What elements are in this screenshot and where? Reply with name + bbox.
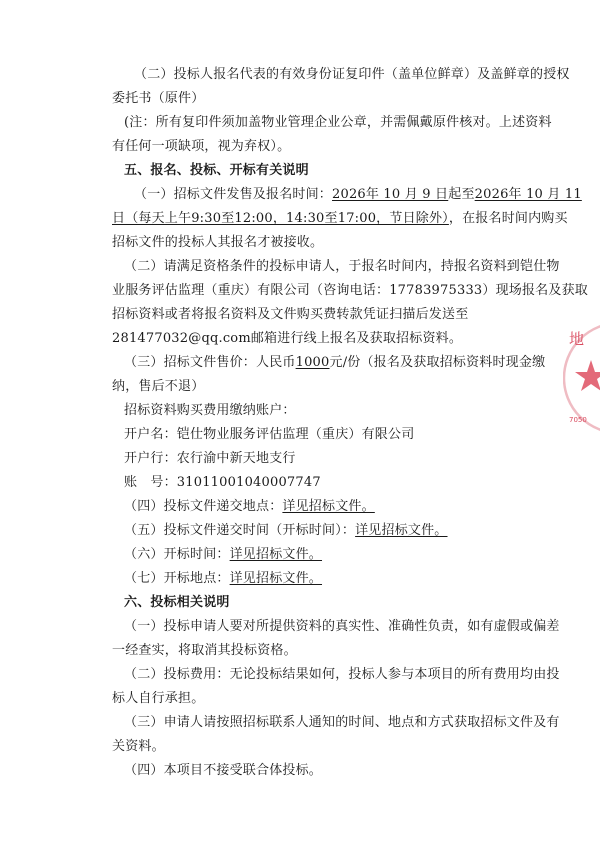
account-name: 开户名：铠仕物业服务评估监理（重庆）有限公司 bbox=[124, 427, 415, 442]
paragraph-line bbox=[124, 355, 545, 371]
seal-graphic bbox=[563, 310, 600, 445]
text-span: （六）开标时间： bbox=[124, 547, 230, 562]
seal-text-bottom: 7050 bbox=[569, 416, 587, 424]
text-span: 起至 bbox=[448, 187, 475, 202]
paragraph-line: (注：所有复印件须加盖物业管理企业公章，并需佩戴原件核对。上述资料 bbox=[124, 115, 552, 130]
paragraph-line: 招标资料或者将报名资料及文件购买费转款凭证扫描后发送至 bbox=[112, 307, 469, 322]
paragraph-line: （二）投标费用：无论投标结果如何，投标人参与本项目的所有费用均由投 bbox=[124, 667, 560, 682]
see-document-text: 详见招标文件。 bbox=[229, 571, 323, 586]
account-heading: 招标资料购买费用缴纳账户： bbox=[124, 403, 296, 418]
hours-text: 日（每天上午9:30至12:00，14:30至17:00，节日除外） bbox=[112, 211, 449, 226]
text-span: 元/份（报名及获取招标资料时现金缴 bbox=[329, 355, 546, 370]
end-date: 2026年 10 月 11 bbox=[474, 187, 582, 202]
seal-text-top: 地 bbox=[569, 330, 585, 348]
paragraph-line: 招标文件的投标人其报名才被接收。 bbox=[112, 235, 324, 250]
text-span: ，在报名时间内购买 bbox=[448, 211, 568, 226]
paragraph-line: 关资料。 bbox=[112, 739, 165, 754]
paragraph-line bbox=[112, 211, 568, 227]
paragraph-line: （三）申请人请按照招标联系人通知的时间、地点和方式获取招标文件及有 bbox=[124, 715, 560, 730]
paragraph-line: （二）投标人报名代表的有效身份证复印件（盖单位鲜章）及盖鲜章的授权 bbox=[134, 67, 570, 82]
paragraph-line: 委托书（原件） bbox=[112, 91, 205, 106]
see-document-text: 详见招标文件。 bbox=[282, 499, 375, 514]
paragraph-line: 标人自行承担。 bbox=[112, 691, 205, 706]
paragraph-line: （一）投标申请人要对所提供资料的真实性、准确性负责，如有虚假或偏差 bbox=[124, 619, 560, 634]
price-value: 1000 bbox=[295, 355, 330, 370]
section-heading-six: 六、投标相关说明 bbox=[124, 595, 230, 610]
paragraph-line: 有任何一项缺项，视为弃权）。 bbox=[112, 139, 291, 154]
account-number: 账 号：31011001040007747 bbox=[124, 475, 321, 490]
account-bank: 开户行：农行渝中新天地支行 bbox=[124, 451, 296, 466]
text-span: （七）开标地点： bbox=[124, 571, 230, 586]
see-document-text: 详见招标文件。 bbox=[355, 523, 448, 538]
paragraph-line: 一经查实，将取消其投标资格。 bbox=[112, 643, 297, 658]
paragraph-line: 纳，售后不退） bbox=[112, 379, 205, 394]
text-span: （四）投标文件递交地点： bbox=[124, 499, 283, 514]
paragraph-line bbox=[124, 571, 322, 587]
email-line: 281477032@qq.com邮箱进行线上报名及获取招标资料。 bbox=[112, 331, 463, 346]
paragraph-line bbox=[124, 547, 322, 563]
paragraph-line: （二）请满足资格条件的投标申请人，于报名时间内，持报名资料到铠仕物 bbox=[124, 259, 560, 274]
paragraph-line bbox=[124, 523, 448, 539]
seal-star-icon bbox=[575, 360, 600, 391]
text-span: （三）招标文件售价：人民币 bbox=[124, 355, 296, 370]
section-heading-five: 五、报名、投标、开标有关说明 bbox=[124, 163, 309, 178]
text-span: （五）投标文件递交时间（开标时间）： bbox=[124, 523, 356, 538]
paragraph-line: （四）本项目不接受联合体投标。 bbox=[124, 763, 323, 778]
company-seal-stamp bbox=[563, 310, 600, 445]
start-date: 2026年 10 月 9 日 bbox=[332, 187, 449, 202]
paragraph-line bbox=[124, 499, 375, 515]
paragraph-line bbox=[134, 187, 582, 203]
see-document-text: 详见招标文件。 bbox=[229, 547, 323, 562]
text-span: （一）招标文件发售及报名时间： bbox=[134, 187, 333, 202]
paragraph-line: 业服务评估监理（重庆）有限公司（咨询电话：17783975333）现场报名及获取 bbox=[112, 283, 588, 298]
